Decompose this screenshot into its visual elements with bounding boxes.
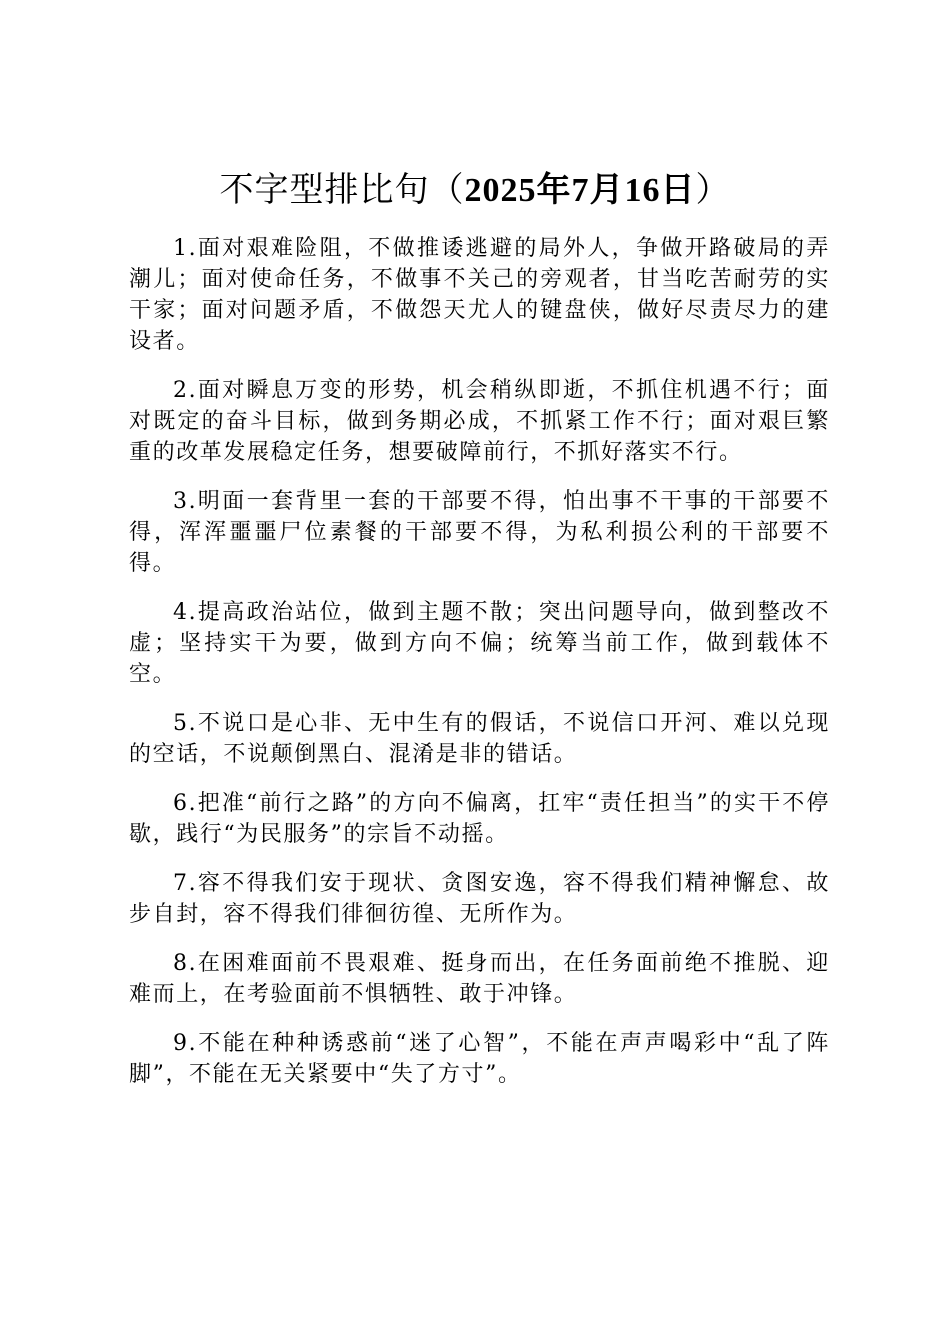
paragraph-4: 4.提高政治站位，做到主题不散；突出问题导向，做到整改不虚；坚持实干为要，做到方向不偏；统筹当前工作，做到载体不空。 [129, 600, 830, 687]
paragraph-2: 2.面对瞬息万变的形势，机会稍纵即逝，不抓住机遇不行；面对既定的奋斗目标，做到务期必成，不抓紧工作不行；面对艰巨繁重的改革发展稳定任务，想要破障前行，不抓好落实不行。 [129, 378, 830, 465]
paragraph-3: 3.明面一套背里一套的干部要不得，怕出事不干事的干部要不得，浑浑噩噩尸位素餐的干部要不得，为私利损公利的干部要不得。 [129, 489, 830, 576]
paragraph-8: 8.在困难面前不畏艰难、挺身而出，在任务面前绝不推脱、迎难而上，在考验面前不惧牺牲、敢于冲锋。 [129, 951, 830, 1007]
title-date: 2025年7月16日 [464, 172, 696, 209]
title-text: 不字型排比句（ [219, 170, 465, 210]
title-close: ） [695, 170, 731, 210]
document-body [129, 233, 830, 1108]
paragraph-7: 7.容不得我们安于现状、贪图安逸，容不得我们精神懈怠、故步自封，容不得我们徘徊彷徨、无所作为。 [129, 871, 830, 927]
paragraph-9: 9.不能在种种诱惑前“迷了心智”，不能在声声喝彩中“乱了阵脚”，不能在无关紧要中“失了方寸”。 [129, 1031, 830, 1087]
paragraph-5: 5.不说口是心非、无中生有的假话，不说信口开河、难以兑现的空话，不说颠倒黑白、混淆是非的错话。 [129, 711, 830, 767]
paragraph-1: 1.面对艰难险阻，不做推诿逃避的局外人，争做开路破局的弄潮儿；面对使命任务，不做事不关己的旁观者，甘当吃苦耐劳的实干家；面对问题矛盾，不做怨天尤人的键盘侠，做好尽责尽力的建设者。 [129, 236, 830, 354]
document-title [0, 168, 950, 213]
paragraph-6: 6.把准“前行之路”的方向不偏离，扛牢“责任担当”的实干不停歇，践行“为民服务”的宗旨不动摇。 [129, 791, 830, 847]
